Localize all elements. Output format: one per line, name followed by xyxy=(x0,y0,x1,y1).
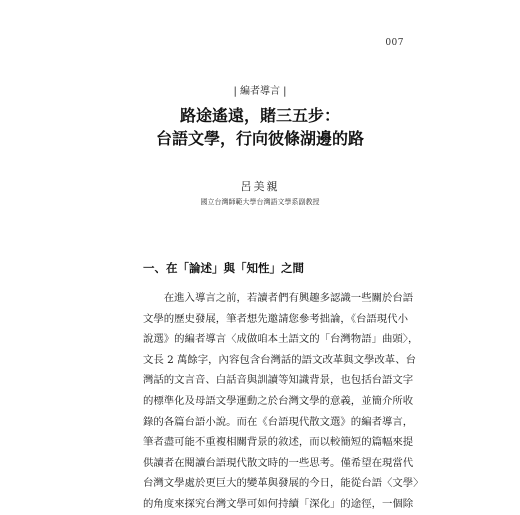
body-line: 在進入導言之前，若讀者們有興趣多認識一些關於台語 xyxy=(143,292,414,304)
article-title xyxy=(0,104,520,150)
body-line: 的角度來探究台灣文學可如何持續「深化」的途徑，一個除 xyxy=(143,497,414,510)
body-paragraph xyxy=(143,288,424,515)
body-line: 的標準化及母語文學運動之於台灣文學的意義，並簡介所收 xyxy=(143,394,414,407)
title-line: 台語文學，行向彼條湖邊的路 xyxy=(155,129,364,148)
section-heading: 一、在「論述」與「知性」之間 xyxy=(143,261,304,275)
author-affiliation: 國立台灣師範大學台灣語文學系副教授 xyxy=(200,198,320,206)
body-line: 文長 2 萬餘字，內容包含台灣話的語文改革與文學改革、台 xyxy=(143,353,416,366)
body-line: 供讀者在閱讀台語現代散文時的一些思考。僅希望在現當代 xyxy=(143,456,414,469)
section-tag: | 編者導言 | xyxy=(233,86,287,97)
body-line: 灣話的文言音、白話音與訓讀等知識背景，也包括台語文字 xyxy=(143,374,414,387)
body-line: 文學的歷史發展，筆者想先邀請您參考拙論，《台語現代小 xyxy=(143,312,408,325)
page-number: 007 xyxy=(385,38,404,48)
author-name: 呂美親 xyxy=(240,180,280,193)
title-line: 路途遙遠，賭三五步： xyxy=(179,106,340,125)
body-line: 說選》的編者導言〈成做咱本土語文的「台灣物語」曲頭〉， xyxy=(143,333,419,346)
body-line: 台灣文學處於更巨大的變革與發展的今日，能從台語〈文學〉 xyxy=(143,477,424,490)
body-line: 錄的各篇台語小說。而在《台語現代散文選》的編者導言， xyxy=(143,415,414,428)
body-line: 筆者盡可能不重複相關背景的敘述，而以較簡短的篇幅來提 xyxy=(143,436,414,449)
